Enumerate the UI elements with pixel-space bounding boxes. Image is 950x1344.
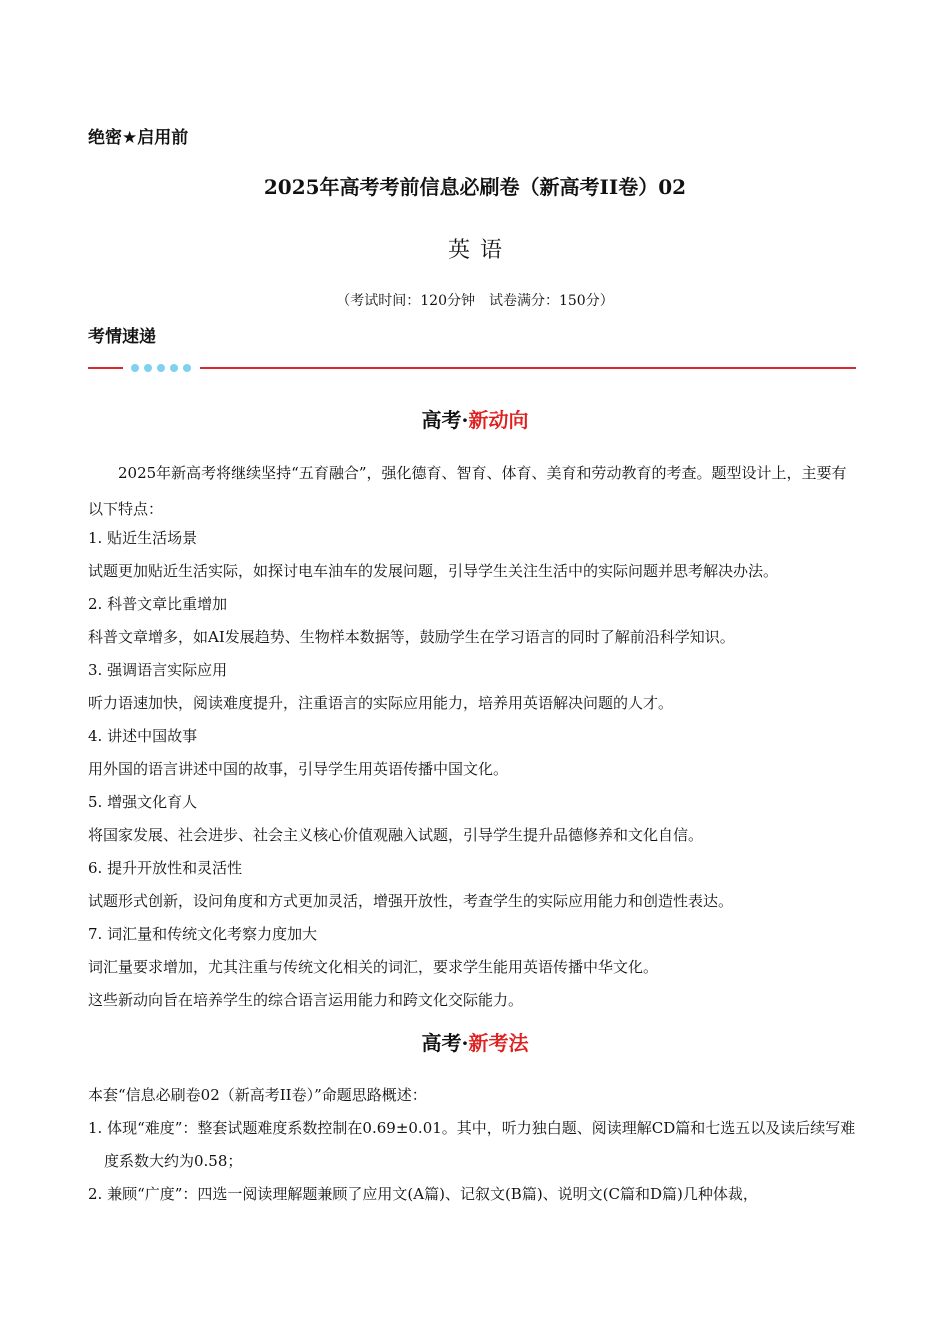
trend-title: 5. 增强文化育人	[88, 793, 198, 811]
trend-desc: 用外国的语言讲述中国的故事，引导学生用英语传播中国文化。	[88, 760, 509, 778]
divider-dot	[144, 364, 152, 372]
divider-dot	[183, 364, 191, 372]
intro-paragraph: 2025年新高考将继续坚持“五育融合”，强化德育、智育、体育、美育和劳动教育的考查。题型设计上，主要有以下特点：	[88, 464, 847, 518]
trend-title: 7. 词汇量和传统文化考察力度加大	[88, 925, 318, 943]
trends-closing: 这些新动向旨在培养学生的综合语言运用能力和跨文化交际能力。	[88, 991, 524, 1009]
method-point: 2. 兼顾“广度”：四选一阅读理解题兼顾了应用文(A篇)、记叙文(B篇)、说明文(C篇和D篇)几种体裁，	[88, 1185, 758, 1203]
heading-new-methods	[0, 1028, 950, 1058]
divider-line-left	[88, 367, 123, 369]
divider-dot	[157, 364, 165, 372]
method-point: 1. 体现“难度”：整套试题难度系数控制在0.69±0.01。其中，听力独白题、阅读理解CD篇和七选五以及读后续写难度系数大约为0.58；	[88, 1119, 856, 1170]
trend-title: 3. 强调语言实际应用	[88, 661, 228, 679]
trend-title: 1. 贴近生活场景	[88, 529, 198, 547]
new-trends-intro	[88, 455, 860, 527]
divider-dots	[131, 363, 191, 373]
methods-intro: 本套“信息必刷卷02（新高考II卷）”命题思路概述：	[88, 1086, 427, 1104]
exam-info: （考试时间：120分钟 试卷满分：150分）	[336, 293, 614, 309]
trend-desc: 试题形式创新，设问角度和方式更加灵活，增强开放性，考查学生的实际应用能力和创造性表达。	[88, 892, 734, 910]
trend-desc: 听力语速加快，阅读难度提升，注重语言的实际应用能力，培养用英语解决问题的人才。	[88, 694, 674, 712]
new-trends-list	[88, 522, 860, 1017]
trend-title: 6. 提升开放性和灵活性	[88, 859, 243, 877]
heading-highlight: 新动向	[468, 408, 529, 432]
secret-label: 绝密★启用前	[88, 128, 189, 148]
exam-title: 2025年高考考前信息必刷卷（新高考II卷）02	[263, 175, 687, 199]
divider-line-right	[200, 367, 856, 369]
trend-desc: 试题更加贴近生活实际，如探讨电车油车的发展问题，引导学生关注生活中的实际问题并思考解决办法。	[88, 562, 779, 580]
trend-desc: 科普文章增多，如AI发展趋势、生物样本数据等，鼓励学生在学习语言的同时了解前沿科学知识。	[88, 628, 735, 646]
new-methods-body	[88, 1079, 860, 1211]
heading-prefix: 高考·	[421, 1031, 469, 1055]
trend-desc: 词汇量要求增加，尤其注重与传统文化相关的词汇，要求学生能用英语传播中华文化。	[88, 958, 659, 976]
section-divider	[88, 360, 856, 376]
section-label: 考情速递	[88, 327, 156, 347]
subject-title: 英语	[447, 238, 512, 263]
heading-highlight: 新考法	[468, 1031, 529, 1055]
heading-new-trends	[0, 405, 950, 435]
trend-desc: 将国家发展、社会进步、社会主义核心价值观融入试题，引导学生提升品德修养和文化自信。	[88, 826, 704, 844]
trend-title: 4. 讲述中国故事	[88, 727, 198, 745]
heading-prefix: 高考·	[421, 408, 469, 432]
divider-dot	[131, 364, 139, 372]
divider-dot	[170, 364, 178, 372]
trend-title: 2. 科普文章比重增加	[88, 595, 228, 613]
